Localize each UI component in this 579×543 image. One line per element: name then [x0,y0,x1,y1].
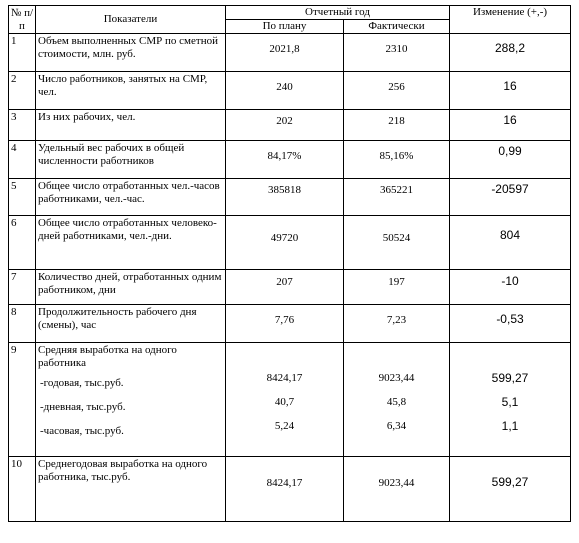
sub-plan-hourly: 5,24 [274,420,295,432]
row-num: 1 [9,34,36,72]
sub-label-hourly: -часовая, тыс.руб. [40,425,124,437]
row-actual: 256 [344,72,450,110]
row-actual: 197 [344,270,450,305]
row-indicator: Объем выполненных СМР по сметной стоимости, млн. руб. [36,34,226,72]
row-plan: 7,76 [226,305,344,343]
row-indicator: Общее число отработанных человеко-дней работниками, чел.-дни. [36,216,226,270]
row-change [450,343,571,457]
row-actual: 365221 [344,179,450,216]
sub-plan-yearly: 8424,17 [266,372,303,384]
table-row [9,457,571,522]
row-change: 0,99 [450,141,571,179]
row-num: 10 [9,457,36,522]
row-plan: 2021,8 [226,34,344,72]
table-row [9,305,571,343]
table-row [9,179,571,216]
row-num: 7 [9,270,36,305]
sub-actual-daily: 45,8 [386,396,407,408]
table-row [9,141,571,179]
row-indicator: Общее число отработанных чел.-часов работниками, чел.-час. [36,179,226,216]
row-plan: 202 [226,110,344,141]
row-change: 288,2 [450,34,571,72]
row-actual: 50524 [344,216,450,270]
header-change: Изменение (+,-) [450,6,571,34]
row-change: -10 [450,270,571,305]
row-num: 3 [9,110,36,141]
row-change: -0,53 [450,305,571,343]
row-plan: 207 [226,270,344,305]
row-num: 2 [9,72,36,110]
row-indicator: Продолжительность рабочего дня (смены), час [36,305,226,343]
row-num: 4 [9,141,36,179]
row-actual: 9023,44 [344,457,450,522]
table-row [9,270,571,305]
table-row [9,343,571,457]
row-plan: 385818 [226,179,344,216]
sub-change-daily: 5,1 [501,395,519,409]
header-year-group: Отчетный год [226,6,450,20]
sub-label-daily: -дневная, тыс.руб. [40,401,126,413]
header-actual: Фактически [344,20,450,34]
row-actual: 2310 [344,34,450,72]
row-indicator: Количество дней, отработанных одним работником, дни [36,270,226,305]
row-plan: 84,17% [226,141,344,179]
sub-change-hourly: 1,1 [501,419,519,433]
row-indicator [36,343,226,457]
report-table-wrapper [8,5,571,522]
table-row [9,216,571,270]
row-actual: 218 [344,110,450,141]
row-plan [226,343,344,457]
sub-actual-hourly: 6,34 [386,420,407,432]
table-row [9,110,571,141]
row-actual [344,343,450,457]
row-num: 9 [9,343,36,457]
table-row [9,72,571,110]
row-change: 599,27 [450,457,571,522]
sub-plan-daily: 40,7 [274,396,295,408]
row-indicator: Число работников, занятых на СМР, чел. [36,72,226,110]
row-num: 6 [9,216,36,270]
row-indicator-title: Средняя выработка на одного работника [38,344,177,369]
row-actual: 85,16% [344,141,450,179]
row-indicator: Удельный вес рабочих в общей численности работников [36,141,226,179]
sub-label-yearly: -годовая, тыс.руб. [40,377,124,389]
row-actual: 7,23 [344,305,450,343]
header-num: № п/п [9,6,36,34]
indicators-table [8,5,571,522]
header-indicator: Показатели [36,6,226,34]
row-plan: 8424,17 [226,457,344,522]
row-indicator: Среднегодовая выработка на одного работника, тыс.руб. [36,457,226,522]
row-indicator: Из них рабочих, чел. [36,110,226,141]
row-num: 5 [9,179,36,216]
row-change: 16 [450,72,571,110]
row-change: 16 [450,110,571,141]
row-change: -20597 [450,179,571,216]
table-row [9,34,571,72]
row-num: 8 [9,305,36,343]
sub-change-yearly: 599,27 [491,371,529,385]
row-plan: 240 [226,72,344,110]
header-plan: По плану [226,20,344,34]
sub-actual-yearly: 9023,44 [378,372,415,384]
row-plan: 49720 [226,216,344,270]
row-change: 804 [450,216,571,270]
